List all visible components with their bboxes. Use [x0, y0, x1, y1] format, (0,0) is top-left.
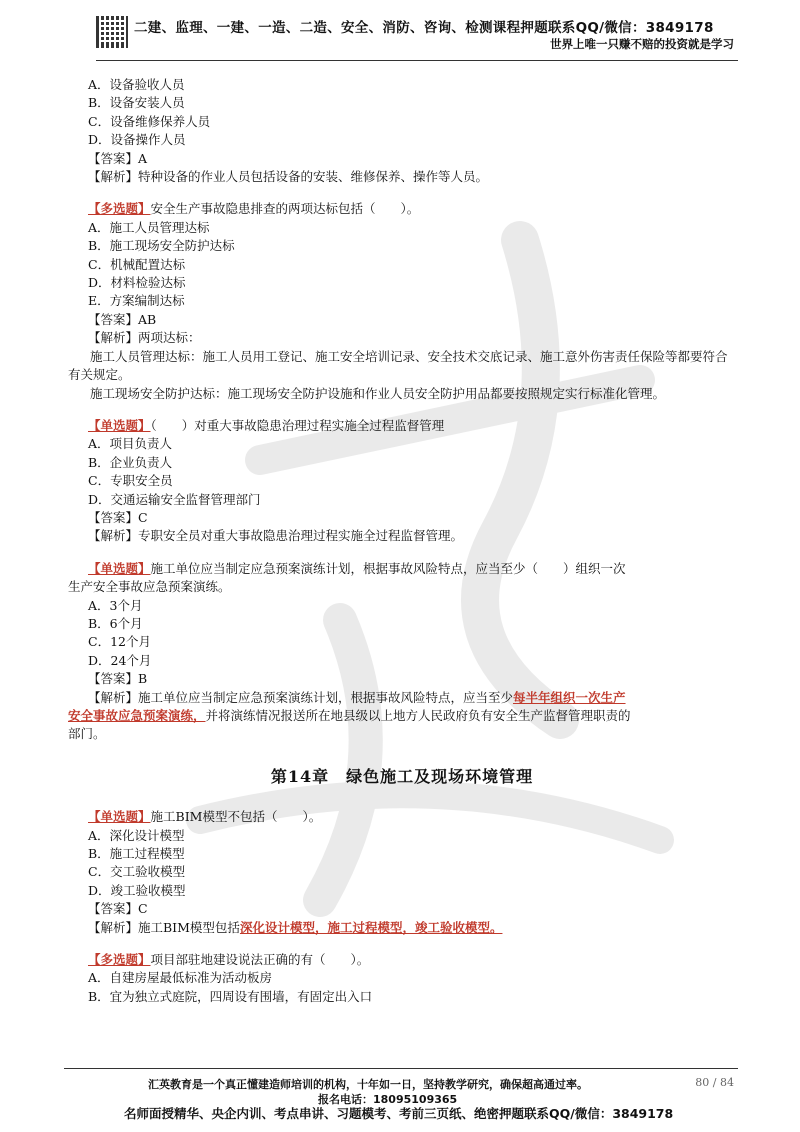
- question-block: [68, 76, 736, 186]
- option-e: E．方案编制达标: [88, 293, 185, 309]
- page-footer: [0, 1068, 800, 1132]
- question-type-tag: 【单选题】: [88, 809, 151, 825]
- analysis-text: 并将演练情况报送所在地县级以上地方人民政府负有安全生产监督管理职责的: [205, 708, 631, 723]
- answer: 【答案】C: [88, 509, 148, 525]
- answer: 【答案】A: [88, 150, 148, 166]
- option-a: A．深化设计模型: [88, 827, 185, 843]
- analysis-paragraph: 施工现场安全防护达标：施工现场安全防护设施和作业人员安全防护用品都要按照规定实行标准化管理。: [90, 385, 666, 401]
- analysis-cont: [68, 707, 736, 725]
- question-text: （ ）对重大事故隐患治理过程实施全过程监督管理: [150, 417, 445, 433]
- option-d: D．材料检验达标: [88, 275, 186, 291]
- option-b: B．企业负责人: [88, 454, 173, 470]
- analysis-highlight: 安全事故应急预案演练，: [68, 708, 206, 723]
- question-stem: [68, 560, 736, 578]
- answer: 【答案】B: [88, 671, 148, 687]
- footer-phone: 报名电话：18095109365: [318, 1093, 458, 1106]
- question-block: [68, 560, 736, 744]
- question-block: [68, 417, 736, 546]
- analysis-highlight: 深化设计模型，施工过程模型，竣工验收模型。: [239, 919, 503, 935]
- question-stem: [68, 417, 736, 435]
- analysis: [68, 919, 736, 937]
- question-block: [68, 200, 736, 402]
- header-slogan: 世界上唯一只赚不赔的投资就是学习: [550, 37, 734, 51]
- analysis-highlight: 每半年组织一次生产: [513, 689, 626, 705]
- analysis-text: 【解析】施工BIM模型包括: [88, 919, 240, 935]
- analysis-text: 【解析】施工单位应当制定应急预案演练计划，根据事故风险特点，应当至少: [88, 689, 514, 705]
- header-divider: [96, 60, 738, 61]
- footer-divider: [64, 1068, 738, 1069]
- header-contact-line: 二建、监理、一建、一造、二造、安全、消防、咨询、检测课程押题联系QQ/微信：3849178: [134, 20, 714, 36]
- question-type-tag: 【多选题】: [88, 952, 151, 968]
- option-c: C．机械配置达标: [88, 256, 186, 272]
- option-d: D．交通运输安全监督管理部门: [88, 491, 261, 507]
- option-c: C．交工验收模型: [88, 864, 186, 880]
- option-a: A．3个月: [88, 597, 143, 613]
- analysis-paragraph: 施工人员管理达标：施工人员用工登记、施工安全培训记录、安全技术交底记录、施工意外伤害责任保险等都要符合有关规定。: [68, 348, 728, 383]
- option-c: C．12个月: [88, 634, 151, 650]
- option-d: D．24个月: [88, 652, 152, 668]
- chapter-title: 第14章 绿色施工及现场环境管理: [270, 766, 534, 786]
- footer-contact-line: 名师面授精华、央企内训、考点串讲、习题模考、考前三页纸、绝密押题联系QQ/微信：3849178: [124, 1106, 674, 1121]
- question-stem: [68, 200, 736, 218]
- option-d: D．竣工验收模型: [88, 882, 186, 898]
- question-text: 施工BIM模型不包括（ ）。: [150, 809, 322, 825]
- option-a: A．项目负责人: [88, 436, 173, 452]
- option-b: B．设备安装人员: [88, 95, 185, 111]
- question-stem: [68, 808, 736, 826]
- question-block: [68, 951, 736, 1006]
- footer-intro: 汇英教育是一个真正懂建造师培训的机构，十年如一日，坚持教学研究，确保超高通过率。: [148, 1078, 588, 1091]
- option-b: B．施工过程模型: [88, 846, 185, 862]
- option-a: A．自建房屋最低标准为活动板房: [88, 970, 273, 986]
- option-b: B．宜为独立式庭院，四周设有围墙，有固定出入口: [88, 988, 373, 1004]
- qr-code-icon: [96, 16, 128, 48]
- page-header: [0, 12, 800, 62]
- question-type-tag: 【单选题】: [88, 417, 151, 433]
- option-c: C．专职安全员: [88, 473, 173, 489]
- option-a: A．设备验收人员: [88, 77, 185, 92]
- document-body: [68, 76, 736, 1006]
- option-b: B．施工现场安全防护达标: [88, 238, 235, 254]
- option-a: A．施工人员管理达标: [88, 219, 210, 235]
- analysis: 【解析】特种设备的作业人员包括设备的安装、维修保养、操作等人员。: [88, 169, 489, 185]
- question-text-cont: 生产安全事故应急预案演练。: [68, 579, 231, 595]
- option-c: C．设备维修保养人员: [88, 113, 211, 129]
- question-type-tag: 【多选题】: [88, 201, 151, 217]
- option-b: B．6个月: [88, 615, 143, 631]
- analysis: 【解析】专职安全员对重大事故隐患治理过程实施全过程监督管理。: [88, 528, 464, 544]
- option-d: D．设备操作人员: [88, 132, 186, 148]
- analysis-heading: 【解析】两项达标：: [88, 330, 201, 346]
- answer: 【答案】C: [88, 901, 148, 917]
- question-type-tag: 【单选题】: [88, 560, 151, 576]
- question-stem: [68, 951, 736, 969]
- question-text: 项目部驻地建设说法正确的有（ ）。: [150, 952, 370, 968]
- question-text: 安全生产事故隐患排查的两项达标包括（ ）。: [150, 201, 420, 217]
- question-block: [68, 808, 736, 937]
- analysis-end: 部门。: [68, 726, 106, 742]
- analysis: [68, 689, 736, 707]
- answer: 【答案】AB: [88, 311, 157, 327]
- page-number: 80 / 84: [695, 1076, 734, 1089]
- question-text: 施工单位应当制定应急预案演练计划，根据事故风险特点，应当至少（ ）组织一次: [150, 560, 626, 576]
